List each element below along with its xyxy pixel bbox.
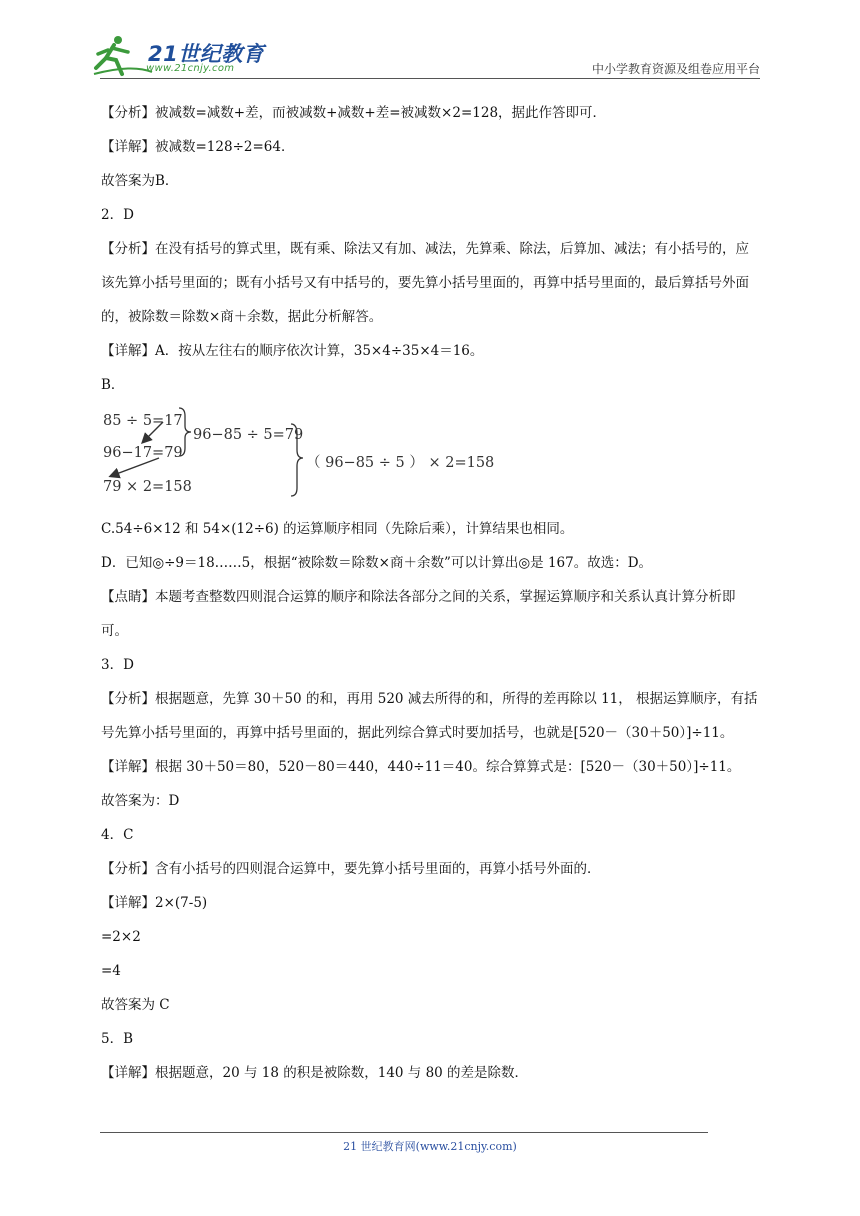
detail-line: 【详解】2×(7-5) bbox=[101, 895, 208, 911]
analysis-line: 【分析】含有小括号的四则混合运算中，要先算小括号里面的，再算小括号外面的． bbox=[101, 861, 601, 877]
detail-line: 【详解】被减数=128÷2=64． bbox=[101, 139, 295, 155]
detail-line: 【详解】A．按从左往右的顺序依次计算，35×4÷35×4＝16。 bbox=[101, 343, 484, 359]
analysis-paragraph: 【分析】根据题意，先算 30＋50 的和，再用 520 减去所得的和，所得的差再除以 11， 根据运算顺序，有括号先算小括号里面的，再算中括号里面的，据此列综合算式时要加括号，也就是[520－（30＋50）]÷11。 bbox=[101, 691, 758, 741]
question-number: 5．B bbox=[101, 1031, 134, 1047]
diagram-expression-1: 96−85 ÷ 5=79 bbox=[193, 427, 304, 443]
diagram-step-1: 85 ÷ 5=17 bbox=[103, 413, 183, 429]
analysis-paragraph: 【分析】在没有括号的算式里，既有乘、除法又有加、减法，先算乘、除法，后算加、减法；有小括号的，应该先算小括号里面的；既有小括号又有中括号的，要先算小括号里面的，再算中括号里面的，最后算括号外面的，被除数＝除数×商＋余数，据此分析解答。 bbox=[101, 241, 749, 325]
answer-line: 故答案为 C bbox=[101, 997, 170, 1013]
page-header bbox=[0, 0, 860, 80]
document-body bbox=[101, 96, 761, 1090]
comment-paragraph: 【点睛】本题考查整数四则混合运算的顺序和除法各部分之间的关系，掌握运算顺序和关系认真计算分析即可。 bbox=[101, 589, 736, 639]
detail-line: 【详解】根据 30＋50＝80，520－80＝440，440÷11＝40。综合算算式是：[520－（30＋50）]÷11。 bbox=[101, 759, 741, 775]
logo-url: www.21cnjy.com bbox=[146, 63, 235, 74]
question-number: 4．C bbox=[101, 827, 134, 843]
answer-line: 故答案为：D bbox=[101, 793, 180, 809]
logo-text: 21世纪教育 bbox=[148, 42, 265, 66]
option-d-line: D．已知◎÷9＝18……5，根据“被除数＝除数×商＋余数”可以计算出◎是 167。故选：D。 bbox=[101, 555, 653, 571]
calculation-step: =4 bbox=[101, 963, 121, 979]
detail-line: 【详解】根据题意，20 与 18 的积是被除数，140 与 80 的差是除数． bbox=[101, 1065, 529, 1081]
diagram-expression-2: （ 96−85 ÷ 5 ） × 2=158 bbox=[306, 455, 495, 471]
question-number: 3．D bbox=[101, 657, 134, 673]
header-divider bbox=[100, 78, 760, 79]
footer-divider bbox=[100, 1132, 708, 1133]
header-platform-text: 中小学教育资源及组卷应用平台 bbox=[591, 62, 760, 76]
calculation-step: =2×2 bbox=[101, 929, 141, 945]
calculation-diagram bbox=[101, 402, 761, 512]
diagram-arrows-icon bbox=[101, 402, 761, 512]
question-number: 2．D bbox=[101, 207, 134, 223]
option-b-label: B． bbox=[101, 377, 125, 393]
diagram-step-2: 96−17=79 bbox=[103, 445, 183, 461]
analysis-line: 【分析】被减数=减数+差，而被减数+减数+差=被减数×2=128，据此作答即可． bbox=[101, 105, 607, 121]
answer-line: 故答案为B． bbox=[101, 173, 179, 189]
footer-text: 21 世纪教育网(www.21cnjy.com) bbox=[343, 1140, 517, 1153]
diagram-step-3: 79 × 2=158 bbox=[103, 479, 192, 495]
option-c-line: C.54÷6×12 和 54×(12÷6) 的运算顺序相同（先除后乘），计算结果也相同。 bbox=[101, 521, 574, 537]
